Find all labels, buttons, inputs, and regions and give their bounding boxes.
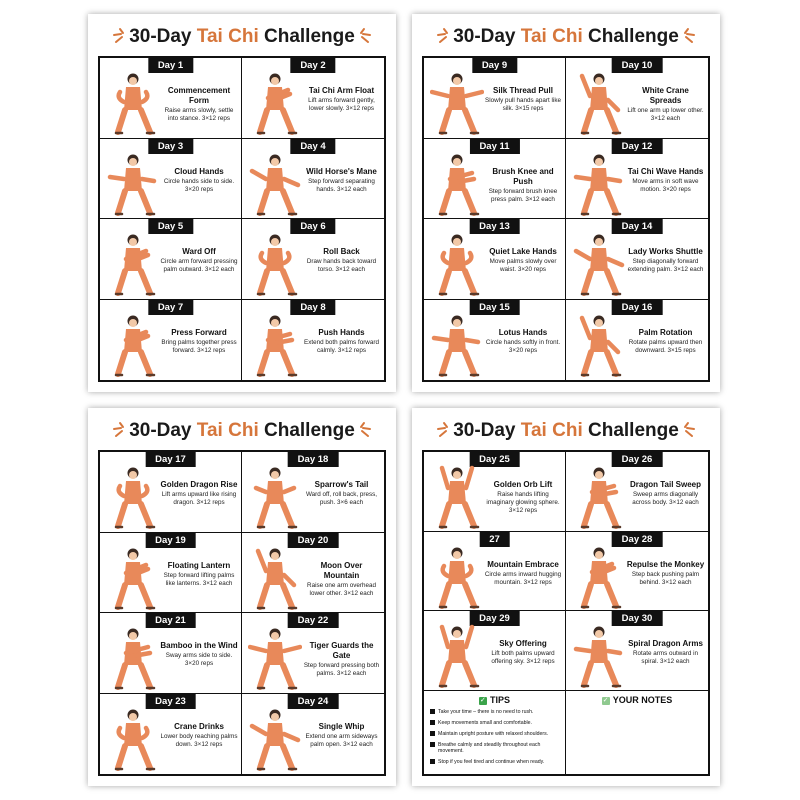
figure <box>106 229 160 297</box>
figure <box>430 462 484 530</box>
move-text <box>626 167 705 194</box>
figure <box>106 310 160 378</box>
day-cell <box>242 452 384 533</box>
move-description: Lift arms upward like rising dragon. 3×12 reps <box>161 491 237 506</box>
sparkle-icon <box>676 420 698 442</box>
day-badge: Day 17 <box>145 452 196 467</box>
day-cell <box>100 219 242 300</box>
move-text <box>302 247 381 274</box>
move-description: Raise one arm overhead lower other. 3×12 each <box>307 581 376 597</box>
move-description: Circle arms inward hugging mountain. 3×12 reps <box>484 570 562 586</box>
day-cell <box>100 613 242 694</box>
figure <box>106 68 160 136</box>
day-cell <box>242 613 384 694</box>
tai-chi-figure-icon <box>106 149 160 217</box>
move-text <box>160 561 238 588</box>
move-text <box>160 722 238 749</box>
move-description: Lift both palms upward offering sky. 3×12 reps <box>491 650 555 666</box>
move-name: Roll Back <box>323 247 360 256</box>
move-name: Press Forward <box>171 327 227 337</box>
move-description: Lift one arm up lower other. 3×12 each <box>627 107 704 122</box>
figure <box>248 543 302 611</box>
move-name: Tiger Guards the Gate <box>309 641 374 660</box>
tip-item: Maintain upright posture with relaxed shoulders. <box>430 731 559 737</box>
move-text <box>484 639 562 666</box>
day-badge: Day 19 <box>145 533 196 548</box>
worksheet-page-1 <box>88 14 396 392</box>
move-text <box>302 167 381 194</box>
move-description: Sway arms side to side. 3×20 reps <box>165 652 233 667</box>
move-name: Repulse the Monkey <box>626 559 705 569</box>
move-text <box>160 480 238 507</box>
move-description: Lower body reaching palms down. 3×12 reps <box>160 732 238 748</box>
day-badge: Day 6 <box>290 219 335 234</box>
figure <box>572 621 626 689</box>
tai-chi-figure-icon <box>248 623 302 691</box>
day-cell <box>100 452 242 533</box>
tai-chi-figure-icon <box>248 310 302 378</box>
day-cell <box>242 694 384 775</box>
move-name: Floating Lantern <box>167 560 231 570</box>
move-text <box>484 167 562 204</box>
move-text <box>160 247 238 274</box>
move-description: Extend one arm sideways palm open. 3×12 each <box>305 732 378 748</box>
day-cell <box>242 139 384 220</box>
tai-chi-figure-icon <box>572 621 626 689</box>
move-name: Push Hands <box>318 327 365 337</box>
day-cell <box>566 219 708 300</box>
move-description: Raise hands lifting imaginary glowing sphere. 3×12 reps <box>486 491 560 514</box>
figure <box>572 310 626 378</box>
figure <box>106 623 160 691</box>
sparkle-icon <box>676 26 698 48</box>
move-name: Sky Offering <box>499 639 547 649</box>
move-text <box>484 480 562 515</box>
figure <box>572 149 626 217</box>
day-cell <box>566 532 708 612</box>
day-badge: Day 14 <box>612 219 663 234</box>
move-text <box>302 328 381 355</box>
move-text <box>302 641 381 678</box>
move-text <box>160 167 238 194</box>
move-name: Bamboo in the Wind <box>160 641 238 650</box>
notes-box[interactable] <box>566 691 708 774</box>
move-name: Golden Orb Lift <box>493 480 553 489</box>
move-text <box>626 639 705 666</box>
day-cell <box>566 58 708 139</box>
figure <box>248 68 302 136</box>
tips-box <box>424 691 566 774</box>
move-description: Bring palms together press forward. 3×12 reps <box>161 338 237 354</box>
day-cell <box>424 58 566 139</box>
figure <box>430 310 484 378</box>
day-badge: Day 22 <box>288 613 339 628</box>
move-name: White Crane Spreads <box>642 86 689 105</box>
tai-chi-figure-icon <box>106 310 160 378</box>
notes-heading: ✓ YOUR NOTES <box>602 694 673 705</box>
day-cell <box>566 452 708 532</box>
move-description: Step forward lifting palms like lanterns. 3×12 each <box>163 571 235 587</box>
day-badge: Day 30 <box>612 611 663 626</box>
checkbox-icon <box>430 720 435 725</box>
move-text <box>484 560 562 587</box>
move-description: Circle arm forward pressing palm outward. 3×12 each <box>160 258 238 273</box>
day-badge: Day 24 <box>288 694 339 709</box>
tai-chi-figure-icon <box>106 68 160 136</box>
day-badge: Day 29 <box>469 611 520 626</box>
figure <box>572 229 626 297</box>
day-badge: 27 <box>479 532 510 547</box>
day-badge: Day 12 <box>612 139 663 154</box>
move-name: Dragon Tail Sweep <box>630 480 701 489</box>
worksheet-page-4 <box>412 408 720 786</box>
tai-chi-figure-icon <box>106 543 160 611</box>
move-name: Lotus Hands <box>498 327 548 337</box>
day-cell <box>100 533 242 614</box>
move-description: Draw hands back toward torso. 3×12 each <box>306 258 377 273</box>
tai-chi-figure-icon <box>106 704 160 772</box>
move-description: Rotate arms outward in spiral. 3×12 each <box>632 650 699 666</box>
tai-chi-figure-icon <box>248 149 302 217</box>
move-description: Circle hands softly in front. 3×20 reps <box>485 338 561 354</box>
day-badge: Day 21 <box>145 613 196 628</box>
page-title: 30-Day Tai Chi Challenge <box>129 420 355 441</box>
check-icon: ✓ <box>480 696 486 704</box>
move-description: Raise arms slowly, settle into stance. 3×12 reps <box>164 107 234 122</box>
move-description: Step diagonally forward extending palm. 3×12 each <box>627 258 704 273</box>
tai-chi-figure-icon <box>430 149 484 217</box>
move-description: Step back pushing palm behind. 3×12 each <box>631 570 700 586</box>
day-badge: Day 3 <box>148 139 193 154</box>
figure <box>106 462 160 530</box>
day-badge: Day 23 <box>145 694 196 709</box>
day-cell <box>242 219 384 300</box>
tai-chi-figure-icon <box>572 149 626 217</box>
figure <box>572 68 626 136</box>
move-text <box>484 86 562 113</box>
tai-chi-figure-icon <box>106 229 160 297</box>
tai-chi-figure-icon <box>106 462 160 530</box>
day-cell <box>424 532 566 612</box>
tai-chi-figure-icon <box>248 462 302 530</box>
day-grid <box>422 56 710 382</box>
figure <box>572 462 626 530</box>
move-name: Sparrow's Tail <box>314 480 369 489</box>
move-text <box>302 561 381 598</box>
tai-chi-figure-icon <box>572 542 626 610</box>
move-description: Move arms in soft wave motion. 3×20 reps <box>632 177 699 193</box>
move-name: Lady Works Shuttle <box>628 247 703 256</box>
day-cell <box>566 300 708 381</box>
day-cell <box>424 452 566 532</box>
move-text <box>626 480 705 507</box>
day-grid <box>422 450 710 776</box>
tai-chi-figure-icon <box>430 462 484 530</box>
tai-chi-figure-icon <box>106 623 160 691</box>
figure <box>248 149 302 217</box>
day-cell <box>424 611 566 691</box>
move-text <box>626 560 705 587</box>
move-name: Mountain Embrace <box>487 559 559 569</box>
checkbox-icon <box>430 742 435 747</box>
figure <box>430 68 484 136</box>
move-text <box>302 480 381 507</box>
tai-chi-figure-icon <box>248 704 302 772</box>
page-title: 30-Day Tai Chi Challenge <box>453 26 679 47</box>
move-name: Quiet Lake Hands <box>489 247 557 256</box>
sparkle-icon <box>352 26 374 48</box>
tai-chi-figure-icon <box>248 68 302 136</box>
day-badge: Day 25 <box>469 452 520 467</box>
move-name: Brush Knee and Push <box>492 166 554 186</box>
move-name: Palm Rotation <box>638 327 693 337</box>
day-cell <box>100 300 242 381</box>
tai-chi-figure-icon <box>430 542 484 610</box>
move-name: Commencement Form <box>167 86 231 105</box>
move-text <box>626 247 705 274</box>
move-text <box>160 86 238 123</box>
day-badge: Day 10 <box>612 58 663 73</box>
figure <box>430 229 484 297</box>
tai-chi-figure-icon <box>572 68 626 136</box>
tai-chi-figure-icon <box>572 229 626 297</box>
move-text <box>160 328 238 355</box>
figure <box>430 621 484 689</box>
move-description: Rotate palms upward then downward. 3×15 reps <box>628 338 703 354</box>
tai-chi-figure-icon <box>572 310 626 378</box>
tai-chi-figure-icon <box>430 621 484 689</box>
day-cell <box>424 219 566 300</box>
day-cell <box>566 139 708 220</box>
tai-chi-figure-icon <box>572 462 626 530</box>
figure <box>572 542 626 610</box>
day-badge: Day 1 <box>148 58 193 73</box>
tai-chi-figure-icon <box>248 543 302 611</box>
day-grid <box>98 56 386 382</box>
day-badge: Day 11 <box>469 139 519 154</box>
move-description: Step forward pressing both palms. 3×12 each <box>303 662 380 677</box>
tai-chi-figure-icon <box>430 310 484 378</box>
checkbox-icon <box>430 709 435 714</box>
move-description: Move palms slowly over waist. 3×20 reps <box>489 258 557 273</box>
move-name: Cloud Hands <box>174 166 224 176</box>
worksheet-page-2 <box>412 14 720 392</box>
day-badge: Day 28 <box>612 532 663 547</box>
tai-chi-figure-icon <box>430 68 484 136</box>
tai-chi-figure-icon <box>430 229 484 297</box>
figure <box>248 310 302 378</box>
move-description: Ward off, roll back, press, push. 3×6 each <box>305 491 378 506</box>
move-description: Slowly pull hands apart like silk. 3×15 reps <box>485 97 561 112</box>
move-name: Spiral Dragon Arms <box>628 639 703 649</box>
tai-chi-figure-icon <box>248 229 302 297</box>
move-text <box>302 86 381 113</box>
day-cell <box>242 533 384 614</box>
move-name: Tai Chi Wave Hands <box>627 166 704 176</box>
move-description: Lift arms forward gently, lower slowly. 3×12 reps <box>308 97 375 112</box>
move-name: Wild Horse's Mane <box>306 166 377 176</box>
move-name: Tai Chi Arm Float <box>308 86 375 95</box>
page-title: 30-Day Tai Chi Challenge <box>453 420 679 441</box>
move-name: Crane Drinks <box>174 721 224 731</box>
move-name: Ward Off <box>182 247 216 256</box>
worksheet-page-3 <box>88 408 396 786</box>
tips-heading: ✓ TIPS <box>480 694 510 705</box>
day-badge: Day 8 <box>290 300 335 315</box>
day-cell <box>566 611 708 691</box>
day-badge: Day 13 <box>469 219 520 234</box>
figure <box>248 462 302 530</box>
figure <box>106 149 160 217</box>
move-name: Single Whip <box>318 721 365 731</box>
tips-list <box>430 709 559 765</box>
day-badge: Day 4 <box>290 139 335 154</box>
move-text <box>484 247 562 274</box>
tip-item: Take your time – there is no need to rush. <box>430 709 559 715</box>
move-text <box>160 641 238 668</box>
page-title: 30-Day Tai Chi Challenge <box>129 26 355 47</box>
day-badge: Day 18 <box>288 452 339 467</box>
day-cell <box>242 58 384 139</box>
move-description: Sweep arms diagonally across body. 3×12 each <box>632 491 699 506</box>
move-name: Silk Thread Pull <box>492 86 553 95</box>
figure <box>248 623 302 691</box>
day-badge: Day 7 <box>148 300 193 315</box>
day-cell <box>424 139 566 220</box>
day-cell <box>424 300 566 381</box>
figure <box>248 229 302 297</box>
day-cell <box>242 300 384 381</box>
tip-item: Breathe calmly and steadily throughout each movement. <box>430 742 559 754</box>
day-badge: Day 16 <box>612 300 663 315</box>
checkbox-icon <box>430 731 435 736</box>
day-badge: Day 5 <box>148 219 193 234</box>
tip-item: Keep movements small and comfortable. <box>430 720 559 726</box>
figure <box>106 704 160 772</box>
figure <box>430 542 484 610</box>
day-badge: Day 2 <box>290 58 335 73</box>
checkbox-icon <box>430 759 435 764</box>
move-text <box>302 722 381 749</box>
day-cell <box>100 139 242 220</box>
sparkle-icon <box>352 420 374 442</box>
day-badge: Day 26 <box>612 452 663 467</box>
figure <box>106 543 160 611</box>
move-text <box>626 86 705 123</box>
day-cell <box>100 58 242 139</box>
move-description: Step forward separating hands. 3×12 each <box>308 177 375 193</box>
move-description: Extend both palms forward calmly. 3×12 reps <box>304 338 379 354</box>
move-name: Golden Dragon Rise <box>160 480 238 489</box>
move-description: Circle hands side to side. 3×20 reps <box>163 177 235 193</box>
day-grid <box>98 450 386 776</box>
figure <box>248 704 302 772</box>
day-cell <box>100 694 242 775</box>
move-text <box>484 328 562 355</box>
move-description: Step forward brush knee press palm. 3×12 each <box>488 187 558 203</box>
tip-item: Stop if you feel tired and continue when ready. <box>430 759 559 765</box>
move-name: Moon Over Mountain <box>320 560 363 580</box>
figure <box>430 149 484 217</box>
check-icon: ✓ <box>602 696 609 704</box>
day-badge: Day 20 <box>288 533 339 548</box>
day-badge: Day 15 <box>469 300 520 315</box>
move-text <box>626 328 705 355</box>
day-badge: Day 9 <box>472 58 517 73</box>
